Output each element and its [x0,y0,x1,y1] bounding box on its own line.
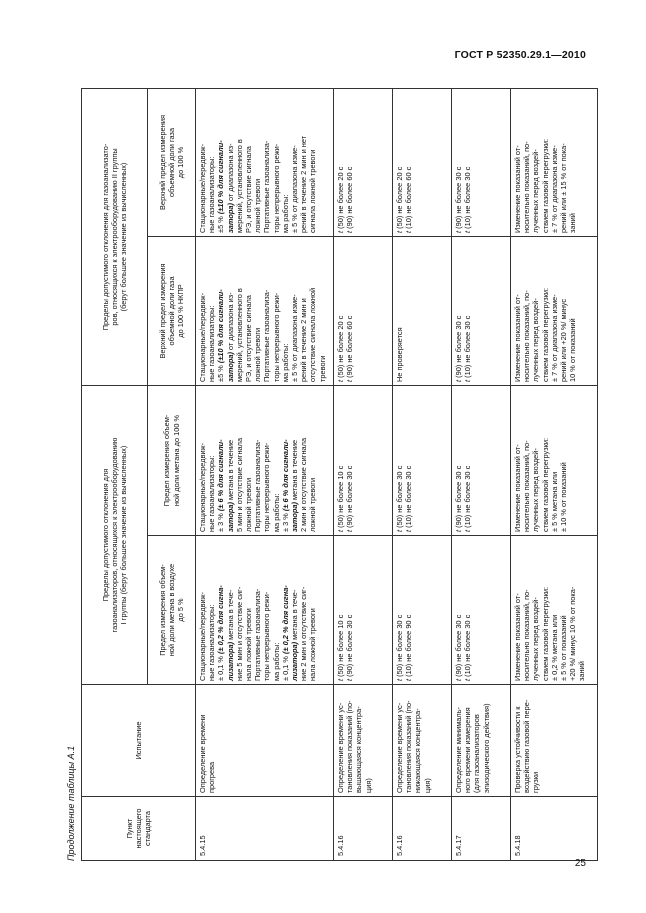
table-row [393,88,452,860]
test-cell: Определение времени ус- тановления показаний (по- нижающаяся концентра- ция) [393,685,452,797]
table-row [452,88,511,860]
header-group1: Пределы допустимого отклонения для газоанализаторов, относящихся к электрооборудованию I группы (берут большее значение из вычисленных) [82,385,148,684]
standard-header: ГОСТ Р 52350.29.1—2010 [454,49,586,61]
table-row [334,88,393,860]
limit-cell-c2: t (90) не более 30 с t (10) не более 30 с [452,385,511,535]
header-group2: Пределы допустимого отклонения для газоанализато- ров, относящихся к электрооборудованию II группы (берут большее значение из вычисленных) [82,88,148,385]
limit-cell-c3: Стационарные/передвиж- ные газоанализаторы: ±5 % (±10 % для сигнали- затора) от диапазона из- мерений, установленного в РЭ, и отсутствие сигнала ложной тревоги Портативные газоанализа- торы непрерывного режи- ма работы: ± 5 % от диапазона изме- рений в течение 2 мин и отсутствие сигнала ложной тревоги [196,236,334,385]
limit-cell-c2: t (50) не более 10 с t (90) не более 30 с [334,385,393,535]
requirements-table [81,88,598,861]
rotated-table-area [64,89,585,861]
clause-cell: 5.4.18 [511,797,598,861]
clause-cell: 5.4.16 [393,797,452,861]
clause-cell: 5.4.17 [452,797,511,861]
limit-cell-c2: Изменение показаний от- носительно показаний, по- лученных перед воздей- ствием газовой перегрузки: ± 5 % метана или ± 10 % от показаний [511,385,598,535]
limit-cell-c1: Стационарные/передвиж- ные газоанализаторы: ± 0,1 % (± 0,2 % для сигна- лизатора) метана в тече- ние 5 мин и отсутствие сиг- нала ложной тревоги Портативные газоанализа- торы непрерывного режи- ма работы: ± 0,1 % (± 0,2 % для сигна- лизатора) метана в тече- ние 2 мин и отсутствие сиг- нала ложной тревоги [196,536,334,685]
test-cell: Определение времени ус- тановления показаний (по- вышающаяся концентра- ция) [334,685,393,797]
header-group1-sub-a: Предел измерения объем- ной доли метана в воздухе до 5 % [148,536,196,685]
clause-cell: 5.4.15 [196,797,334,861]
limit-cell-c1: t (50) не более 10 с t (90) не более 30 с [334,536,393,685]
table-caption: Продолжение таблицы А.1 [66,745,76,861]
header-group2-sub-b: Верхний предел измерения объемной доли газа до 100 % [148,88,196,236]
limit-cell-c1: t (90) не более 30 с t (10) не более 30 с [452,536,511,685]
limit-cell-c3: Изменение показаний от- носительно показаний, по- лученных перед воздей- ствием газовой перегрузки: ± 7 % от диапазона изме- рений или +20 %/ минус 10 % от показаний [511,236,598,385]
limit-cell-c1: Изменение показаний от- носительно показаний, по- лученных перед воздей- ствием газовой перегрузки: ± 0,2 % метана или ± 5 % от показаний +20 %/ минус 10 % от пока- заний [511,536,598,685]
test-cell: Определение минималь- ного времени измерения (для газоанализаторов эпизодического действия) [452,685,511,797]
header-group2-sub-a: Верхний предел измерения объемной доли газа до 100 % НКПР [148,236,196,385]
limit-cell-c2: Стационарные/передвиж- ные газоанализаторы: ± 3 % (± 6 % для сигнали- затора) метана в течение 5 мин и отсутствие сигнала ложной тревоги Портативные газоанализа- торы непрерывного режи- ма работы: ± 3 % (± 6 % для сигнали- затора) метана в течение 2 мин и отсутствие сигнала ложной тревоги [196,385,334,535]
limit-cell-c3: t (90) не более 30 с t (10) не более 30 с [452,236,511,385]
limit-cell-c3: t (50) не более 20 с t (90) не более 60 с [334,236,393,385]
table-row [511,88,598,860]
limit-cell-c2: t (50) не более 30 с t (10) не более 30 с [393,385,452,535]
limit-cell-c4: Стационарные/передвиж- ные газоанализаторы: ±5 % (±10 % для сигнали- затора) от диапазона из- мерений, установленного в РЭ, и отсутствие сигнала ложной тревоги Портативные газоанализа- торы непрерывного режи- ма работы: ± 5 % от диапазона изме- рений в течение 2 мин и нет сигнала ложной тревоги [196,88,334,236]
test-cell: Определение времени прогрева [196,685,334,797]
header-group1-sub-b: Предел измерения объем- ной доли метана до 100 % [148,385,196,535]
page-number: 25 [574,858,586,869]
test-cell: Проверка устойчивости к воздействию газовой пере- грузки [511,685,598,797]
limit-cell-c4: Изменение показаний от- носительно показаний, по- лученных перед воздей- ствием газовой перегрузки: ± 7 % от диапазона изме- рений или ± 15 % от пока- заний [511,88,598,236]
clause-cell: 5.4.16 [334,797,393,861]
limit-cell-c3: Не проверяется [393,236,452,385]
limit-cell-c4: t (50) не более 20 с t (90) не более 60 с [334,88,393,236]
limit-cell-c4: t (90) не более 30 с t (10) не более 30 с [452,88,511,236]
header-clause: Пункт настоящего стандарта [82,797,196,861]
limit-cell-c4: t (50) не более 20 с t (10) не более 60 с [393,88,452,236]
table-row [196,88,334,860]
header-test: Испытание [82,685,196,797]
limit-cell-c1: t (50) не более 30 с t (10) не более 90 с [393,536,452,685]
